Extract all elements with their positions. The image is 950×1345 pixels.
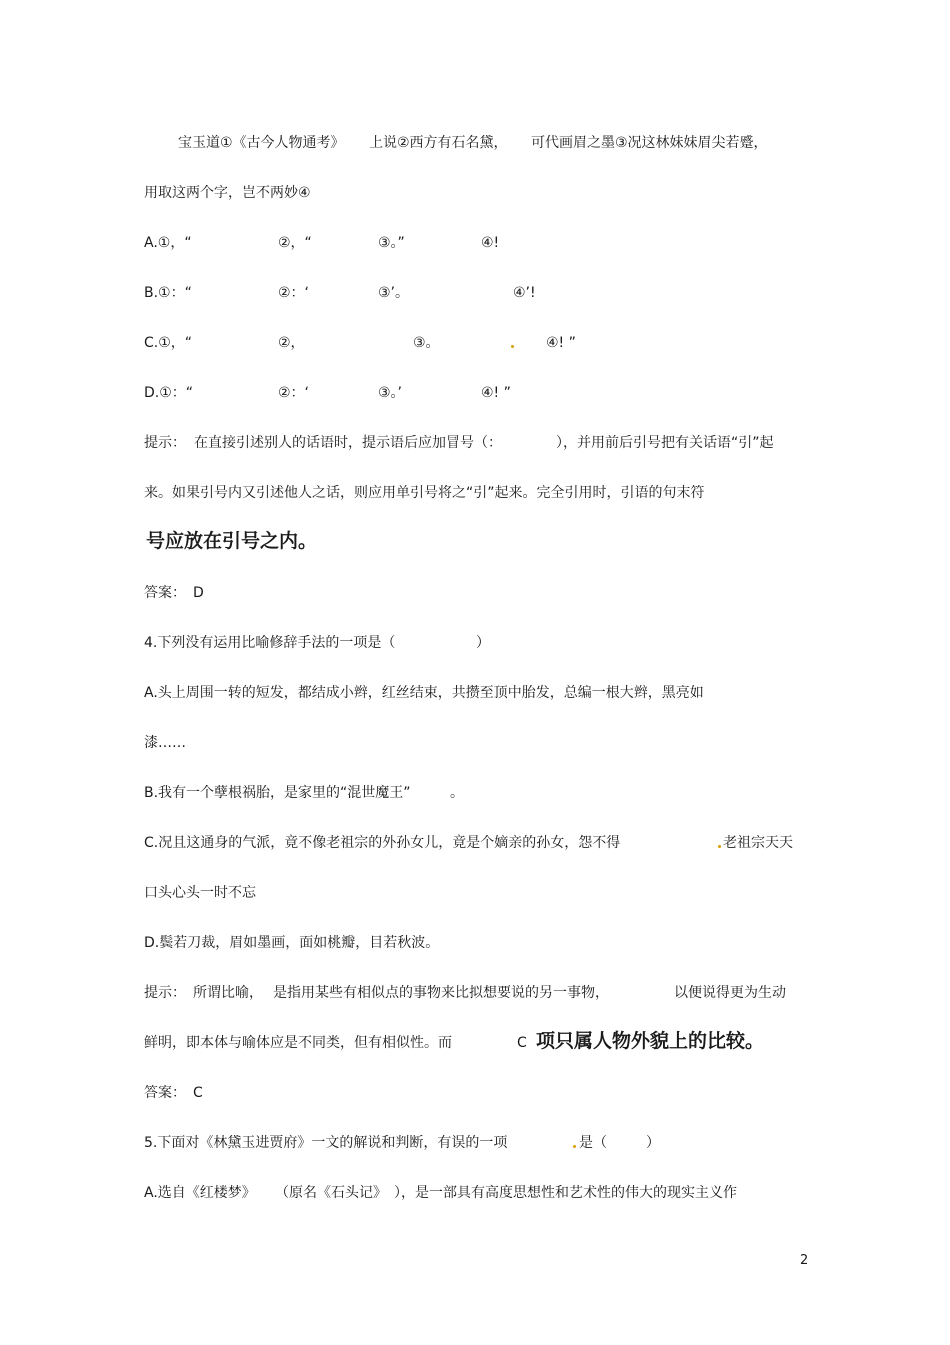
mark-dot [511,345,514,348]
q3-hint-line2: 来。如果引号内又引述他人之话，则应用单引号将之“引”起来。完全引用时，引语的句末符 [144,485,705,501]
q4-option-b-a: B.我有一个孽根祸胎，是家里的“混世魔王” [144,785,411,801]
q4-hint-line2-c: 项只属人物外貌上的比较。 [536,1030,765,1052]
q3-hint-line1-c: ），并用前后引号把有关话语“引”起 [556,435,774,451]
q3-option-d-p2: ②：‘ [278,385,310,401]
q4-answer-value: C [193,1085,203,1101]
q4-stem-b: ） [476,635,490,651]
q4-stem-a: 4.下列没有运用比喻修辞手法的一项是（ [144,635,396,651]
q4-option-c-a: C.况且这通身的气派，竟不像老祖宗的外孙女儿，竟是个嫡亲的孙女，怨不得 [144,835,621,851]
q4-hint-line2-b: C [517,1035,527,1051]
mark-dot [573,1145,576,1148]
q5-option-a-a: A.选自《红楼梦》 [144,1185,256,1201]
q5-stem-b: 是（ [579,1135,607,1151]
q3-stem-part-b: 上说②西方有石名黛， [369,135,508,151]
q3-answer-label: 答案： [144,585,186,601]
q3-hint-label: 提示： [144,435,186,451]
q4-option-c-line2: 口头心头一时不忘 [144,885,256,901]
q4-hint-line2-a: 鲜明，即本体与喻体应是不同类，但有相似性。而 [144,1035,452,1051]
mark-dot [718,845,721,848]
q4-option-a-line1: A.头上周围一转的短发，都结成小辫，红丝结束，共攒至顶中胎发，总编一根大辫，黑亮如 [144,685,704,701]
q3-option-a-p2: ②，“ [278,235,312,251]
q3-hint-line1-b: 在直接引述别人的话语时，提示语后应加冒号（： [194,435,502,451]
q4-option-d: D.鬓若刀裁，眉如墨画，面如桃瓣，目若秋波。 [144,935,440,951]
q3-option-d-label: D.①：“ [144,385,194,401]
q4-hint-label: 提示： [144,985,186,1001]
q3-option-c-label: C.①，“ [144,335,193,351]
q4-option-b-b: 。 [450,785,464,801]
q3-option-d-p4: ④! ” [481,385,511,401]
q3-option-a-p4: ④! [481,235,500,251]
q3-option-c-p3: ③。 [413,335,440,351]
q3-option-d-p3: ③。’ [378,385,403,401]
q5-stem-c: ） [646,1135,660,1151]
q3-option-b-p2: ②：‘ [278,285,310,301]
q4-option-c-b: 老祖宗天天 [723,835,793,851]
q4-hint-line1-d: 以便说得更为生动 [674,985,786,1001]
q3-option-c-p4: ④! ” [546,335,576,351]
q4-hint-line1-b: 所谓比喻， [193,985,263,1001]
q3-option-b-label: B.①：“ [144,285,192,301]
q5-option-a-b: （原名《石头记》 [275,1185,387,1201]
q4-option-a-line2: 漆…… [144,735,186,751]
q3-stem-part-c: 可代画眉之墨③况这林妹妹眉尖若蹙， [531,135,768,151]
q3-answer-value: D [193,585,204,601]
q3-option-a-label: A.①，“ [144,235,192,251]
q4-hint-line1-c: 是指用某些有相似点的事物来比拟想要说的另一事物， [273,985,609,1001]
q3-stem-part-a: 宝玉道①《古今人物通考》 [178,135,345,151]
q3-option-b-p4: ④’! [513,285,536,301]
q5-option-a-c: ），是一部具有高度思想性和艺术性的伟大的现实主义作 [394,1185,737,1201]
q3-stem-line2: 用取这两个字，岂不两妙④ [144,185,311,201]
q3-option-a-p3: ③。” [378,235,405,251]
q4-answer-label: 答案： [144,1085,186,1101]
q3-hint-line3: 号应放在引号之内。 [146,530,318,552]
page-number: 2 [800,1253,809,1268]
q3-option-c-p2: ②， [278,335,305,351]
q5-stem-a: 5.下面对《林黛玉进贾府》一文的解说和判断，有误的一项 [144,1135,508,1151]
q3-option-b-p3: ③’。 [378,285,410,301]
